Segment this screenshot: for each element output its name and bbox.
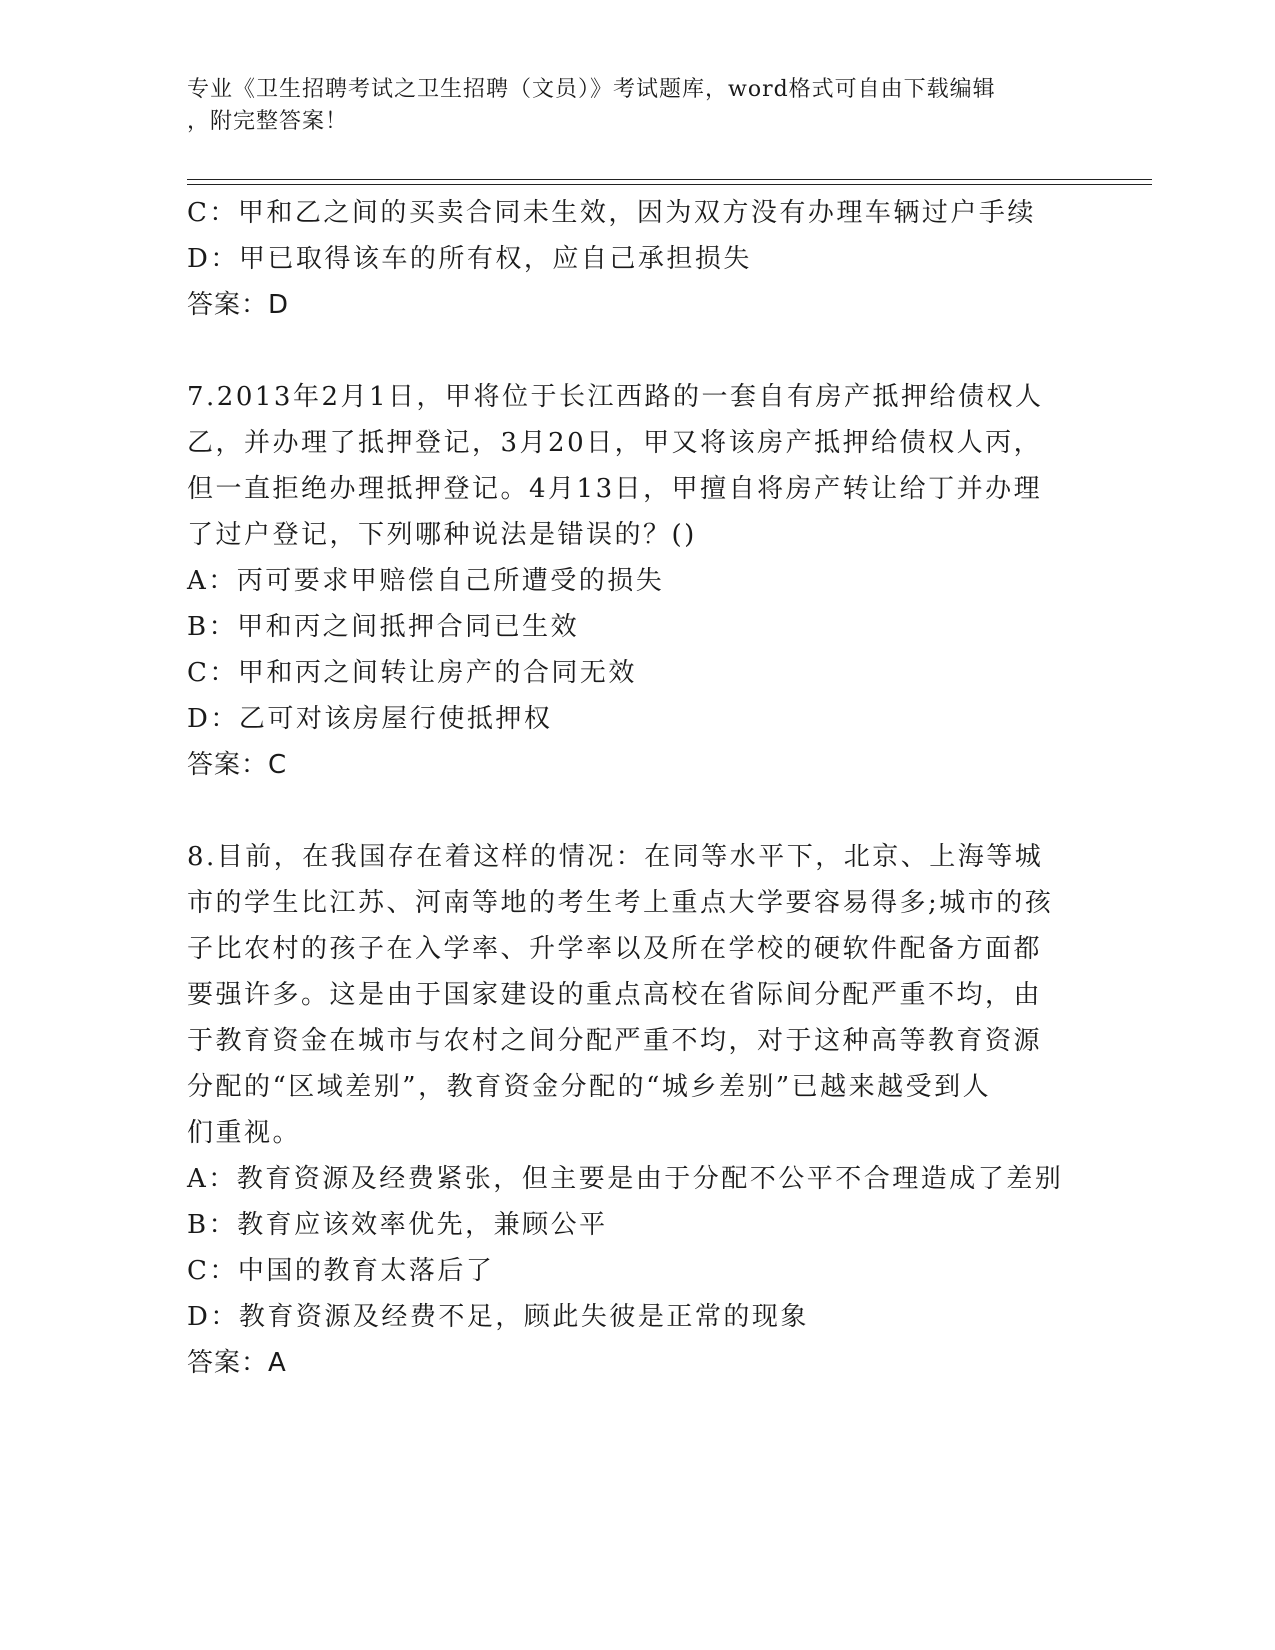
answer: 答案：A bbox=[187, 1348, 287, 1378]
question-stem-line: 7.2013年2月1日，甲将位于长江西路的一套自有房产抵押给债权人 bbox=[187, 382, 1044, 412]
spacer bbox=[187, 788, 1097, 834]
header-line: ，附完整答案！ bbox=[187, 109, 349, 134]
option-c: C：甲和丙之间转让房产的合同无效 bbox=[187, 658, 637, 688]
spacer bbox=[187, 328, 1097, 374]
header-divider bbox=[187, 184, 1152, 185]
question-stem-line: 了过户登记，下列哪种说法是错误的？() bbox=[187, 520, 697, 550]
question-8 bbox=[187, 834, 1097, 1386]
document-header bbox=[187, 74, 1087, 138]
option-b: B：教育应该效率优先，兼顾公平 bbox=[187, 1210, 608, 1240]
option-d: D：教育资源及经费不足，顾此失彼是正常的现象 bbox=[187, 1302, 809, 1332]
question-stem-line: 子比农村的孩子在入学率、升学率以及所在学校的硬软件配备方面都 bbox=[187, 934, 1043, 964]
question-7 bbox=[187, 374, 1097, 788]
question-stem-line: 但一直拒绝办理抵押登记。4月13日，甲擅自将房产转让给丁并办理 bbox=[187, 474, 1043, 504]
option-a: A：教育资源及经费紧张，但主要是由于分配不公平不合理造成了差别 bbox=[187, 1164, 1064, 1194]
question-stem-line: 8.目前，在我国存在着这样的情况：在同等水平下，北京、上海等城 bbox=[187, 842, 1044, 872]
option-d: D：乙可对该房屋行使抵押权 bbox=[187, 704, 553, 734]
option-b: B：甲和丙之间抵押合同已生效 bbox=[187, 612, 580, 642]
previous-question bbox=[187, 190, 1097, 328]
option-a: A：丙可要求甲赔偿自己所遭受的损失 bbox=[187, 566, 665, 596]
option-c: C：中国的教育太落后了 bbox=[187, 1256, 495, 1286]
question-stem-line: 们重视。 bbox=[187, 1118, 302, 1148]
option-c: C：甲和乙之间的买卖合同未生效，因为双方没有办理车辆过户手续 bbox=[187, 198, 1036, 228]
question-stem-line: 市的学生比江苏、河南等地的考生考上重点大学要容易得多;城市的孩 bbox=[187, 888, 1054, 918]
question-stem-line: 乙，并办理了抵押登记，3月20日，甲又将该房产抵押给债权人丙， bbox=[187, 428, 1043, 458]
answer: 答案：D bbox=[187, 290, 290, 320]
option-d: D：甲已取得该车的所有权，应自己承担损失 bbox=[187, 244, 752, 274]
header-divider bbox=[187, 179, 1152, 180]
question-stem-line: 要强许多。这是由于国家建设的重点高校在省际间分配严重不均，由 bbox=[187, 980, 1043, 1010]
answer: 答案：C bbox=[187, 750, 288, 780]
question-stem-line: 于教育资金在城市与农村之间分配严重不均，对于这种高等教育资源 bbox=[187, 1026, 1043, 1056]
header-line: 专业《卫生招聘考试之卫生招聘（文员）》考试题库，word格式可自由下载编辑 bbox=[187, 77, 996, 102]
document-body bbox=[187, 190, 1097, 1386]
question-stem-line: 分配的“区域差别”，教育资金分配的“城乡差别”已越来越受到人 bbox=[187, 1072, 992, 1102]
